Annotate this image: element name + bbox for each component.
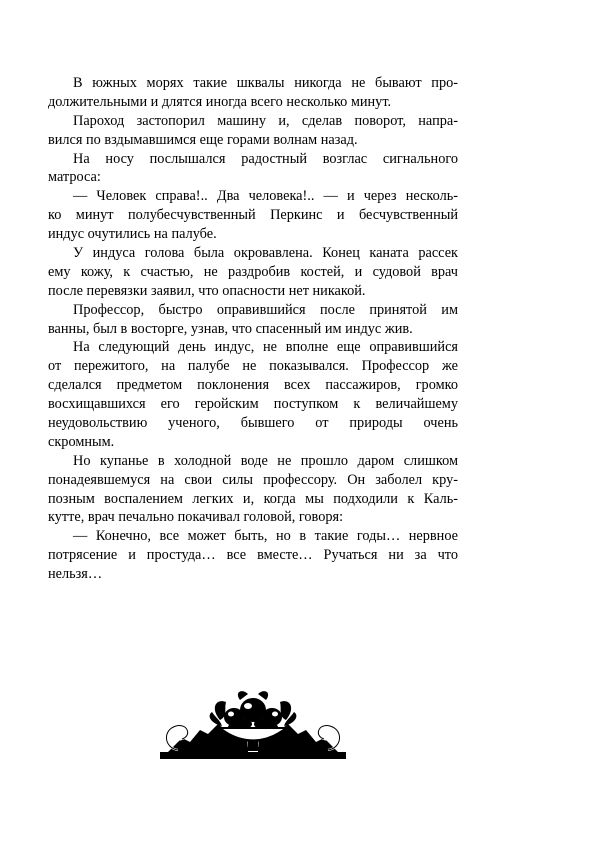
fruit-bowl-vignette-icon xyxy=(160,690,346,762)
text-line: Но купанье в холодной воде не прошло даром слишком xyxy=(73,452,458,469)
text-line: должительными и длятся иногда всего несколько минут. xyxy=(48,93,392,110)
text-line: понадеявшемуся на свои силы профессору. Он заболел кру- xyxy=(48,471,458,488)
text-line: Пароход застопорил машину и, сделав поворот, напра- xyxy=(73,112,458,129)
text-line: нельзя… xyxy=(48,566,103,583)
text-line: после перевязки заявил, что опасности нет никакой. xyxy=(48,282,366,299)
text-line: скромным. xyxy=(48,433,115,450)
text-line: — Конечно, все может быть, но в такие годы… нервное xyxy=(73,528,458,545)
text-line: позным воспалением легких и, когда мы подходили к Каль- xyxy=(48,490,458,507)
text-line: ванны, был в восторге, узнав, что спасенный им индус жив. xyxy=(48,320,413,337)
chapter-text xyxy=(48,74,458,584)
text-line: восхищавшихся его геройским поступком к величайшему xyxy=(48,396,458,413)
text-line: На следующий день индус, не вполне еще оправившийся xyxy=(73,339,458,356)
text-line: ему кожу, к счастью, не раздробив костей, и судовой врач xyxy=(48,263,458,280)
text-line: индус очутились на палубе. xyxy=(48,226,217,243)
text-line: ко минут полубесчувственный Перкинс и бесчувственный xyxy=(48,207,458,224)
text-line: вился по вздымавшимся еще горами волнам назад. xyxy=(48,131,358,148)
text-line: — Человек справа!.. Два человека!.. — и через несколь- xyxy=(73,188,458,205)
text-line: На носу послышался радостный возглас сигнального xyxy=(73,150,458,167)
text-line: сделался предметом поклонения всех пассажиров, громко xyxy=(48,377,458,394)
text-line: потрясение и простуда… все вместе… Ручаться ни за что xyxy=(48,547,458,564)
text-line: от пережитого, на палубе не показывался. Профессор же xyxy=(48,358,458,375)
text-line: неудовольствию ученого, бывшего от природы очень xyxy=(48,415,458,432)
text-line: матроса: xyxy=(48,169,101,186)
text-line: У индуса голова была окровавлена. Конец каната рассек xyxy=(73,245,458,262)
text-line: кутте, врач печально покачивал головой, говоря: xyxy=(48,509,344,526)
text-line: В южных морях такие шквалы никогда не бывают про- xyxy=(73,75,458,91)
text-line: Профессор, быстро оправившийся после принятой им xyxy=(73,301,458,318)
